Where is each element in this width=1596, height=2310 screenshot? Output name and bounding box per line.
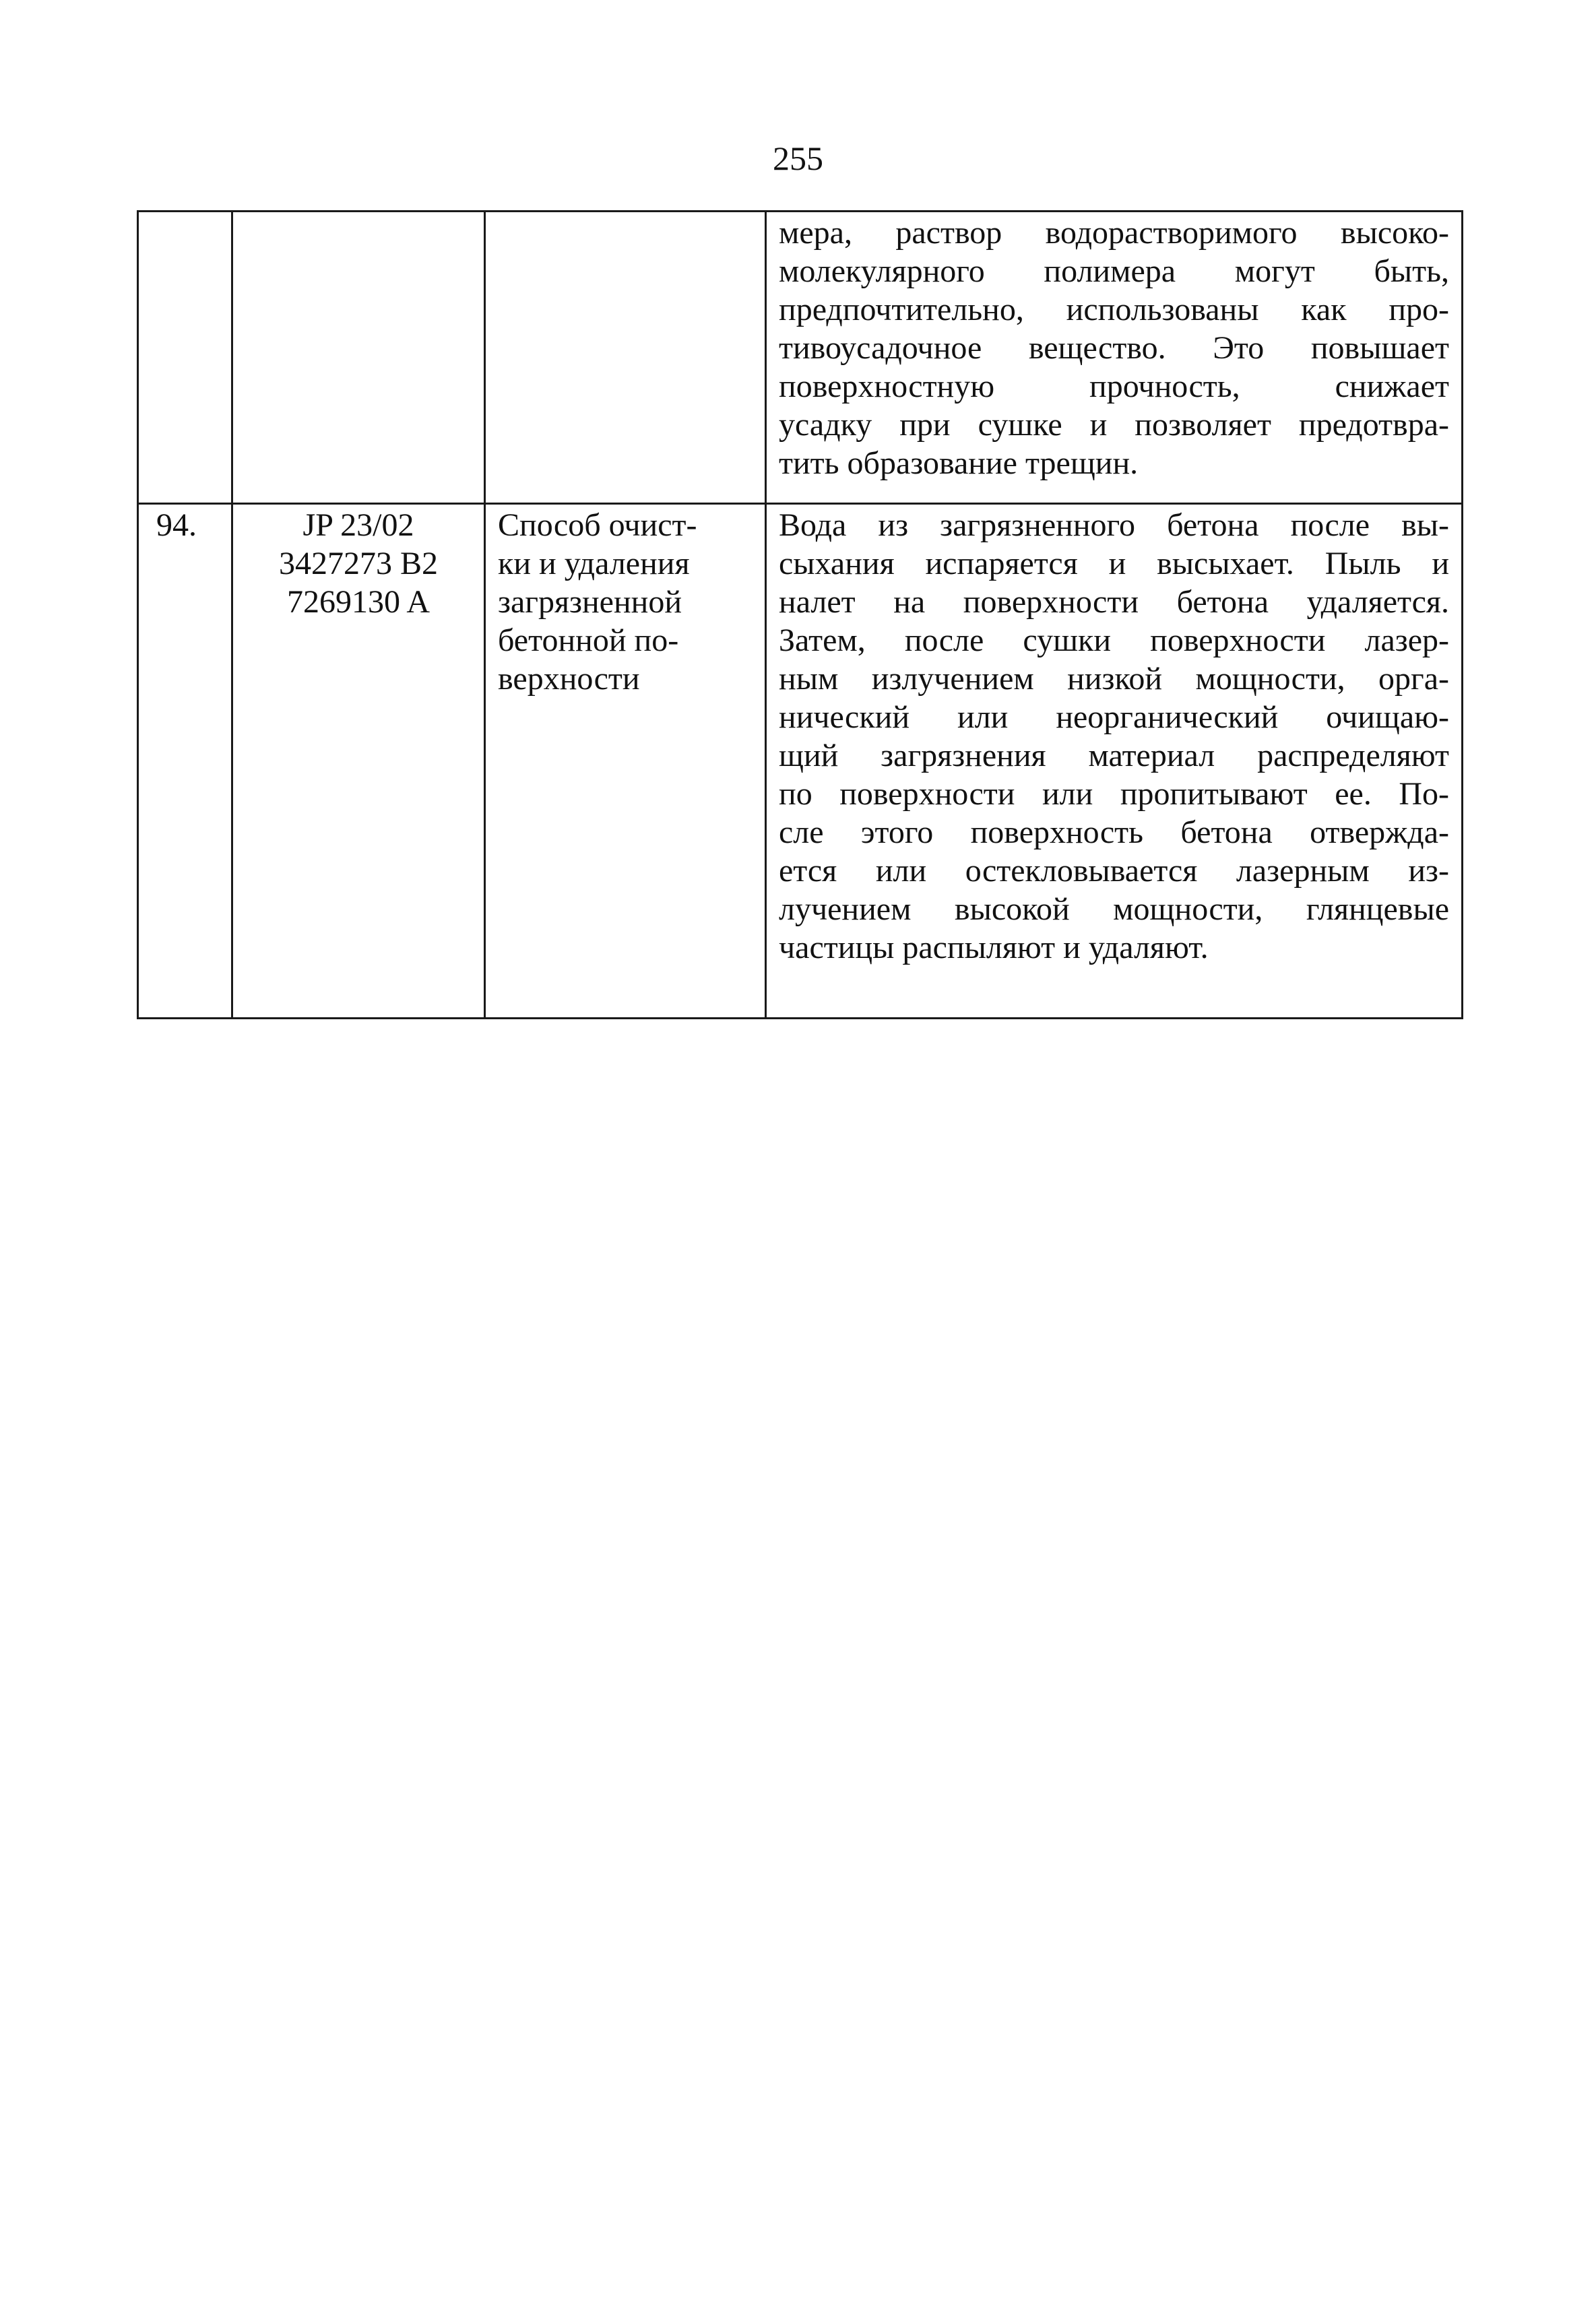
description-line: сле этого поверхность бетона отвержда- [779, 814, 1449, 850]
page-number: 255 [773, 139, 823, 177]
title-line: бетонной по- [498, 622, 679, 658]
description-line: нический или неорганический очищаю- [779, 699, 1449, 735]
description-cell [766, 212, 1463, 504]
description-line: Затем, после сушки поверхности лазер- [779, 622, 1449, 658]
patent-line: JP 23/02 [302, 507, 414, 543]
patent-line: 3427273 B2 [278, 546, 438, 581]
title-line: верхности [498, 661, 640, 697]
description-line: сыхания испаряется и высыхает. Пыль и [779, 546, 1449, 581]
title-cell [485, 212, 766, 504]
patent-number-cell [232, 212, 485, 504]
title-line: Способ очист- [498, 507, 697, 543]
description-line: тить образование трещин. [779, 445, 1139, 481]
description-line: лучением высокой мощности, глянцевые [779, 891, 1449, 927]
title-line: загрязненной [498, 584, 682, 620]
description-line: частицы распыляют и удаляют. [779, 930, 1209, 965]
description-line: налет на поверхности бетона удаляется. [779, 584, 1449, 620]
description-line: ется или остекловывается лазерным из- [779, 853, 1449, 889]
description-line: щий загрязнения материал распределяют [779, 738, 1449, 773]
description-line: предпочтительно, использованы как про- [779, 292, 1449, 327]
description-line: мера, раствор водорастворимого высоко- [779, 215, 1449, 251]
description-line: молекулярного полимера могут быть, [779, 253, 1449, 289]
patent-table [137, 210, 1463, 1019]
patent-number-cell [232, 504, 485, 1019]
title-line: ки и удаления [498, 546, 690, 581]
description-line: тивоусадочное вещество. Это повышает [779, 330, 1449, 366]
description-line: усадку при сушке и позволяет предотвра- [779, 407, 1449, 443]
patent-line: 7269130 A [286, 584, 430, 620]
table-row-94 [138, 504, 1463, 1019]
row-number-cell: 94. [138, 504, 232, 1019]
table-row-continuation [138, 212, 1463, 504]
description-line: поверхностную прочность, снижает [779, 368, 1449, 404]
description-line: по поверхности или пропитывают ее. По- [779, 776, 1449, 812]
title-cell [485, 504, 766, 1019]
row-number-cell [138, 212, 232, 504]
description-cell [766, 504, 1463, 1019]
description-line: Вода из загрязненного бетона после вы- [779, 507, 1449, 543]
description-line: ным излучением низкой мощности, орга- [779, 661, 1449, 697]
